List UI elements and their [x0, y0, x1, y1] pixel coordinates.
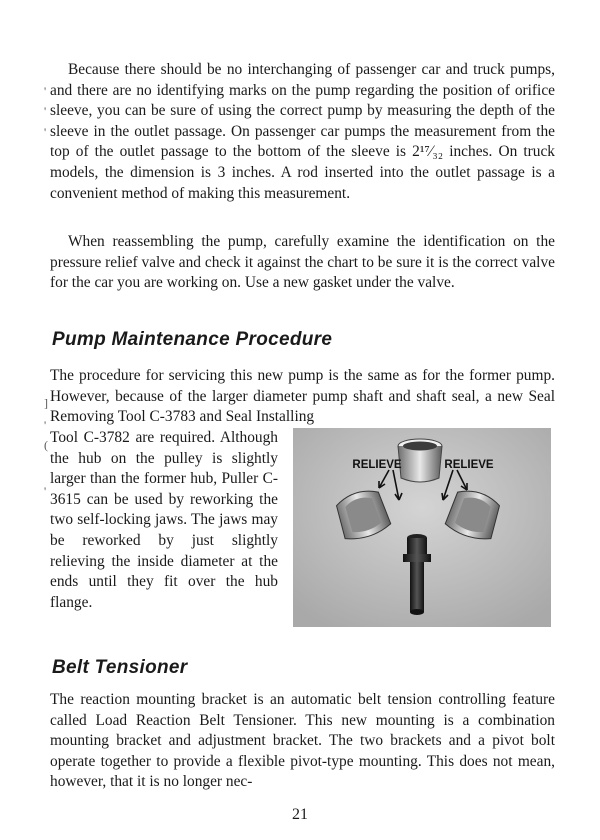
paragraph-pump-identification: Because there should be no interchanging of passenger car and truck pumps, and there are no identifying marks on the pump regarding the position of orifice sleeve, you can be sure of using the correct pump by measuring the depth of the sleeve in the outlet passage. On passenger car pumps the measurement from the top of the outlet passage to the bottom of the sleeve is 2¹⁷⁄₃₂ inches. On truck models, the dimension is 3 inches. A rod inserted into the outlet passage is a convenient method of making this measurement.	[50, 61, 555, 202]
page-number: 21	[292, 806, 308, 823]
paragraph-maintenance-intro: The procedure for servicing this new pump is the same as for the former pump. However, because of the larger diameter pump shaft and shaft seal, a new Seal Removing Tool C-3783 and Seal Installing	[50, 367, 555, 426]
relieve-label-right: RELIEVE	[444, 459, 494, 471]
margin-mark: ]	[44, 396, 48, 410]
margin-mark: '	[44, 484, 47, 498]
margin-mark: '	[44, 418, 47, 432]
margin-mark: '	[44, 84, 47, 98]
relieve-label-left: RELIEVE	[352, 459, 402, 471]
paragraph-puller-rework: Tool C-3782 are required. Although the hub on the pulley is slightly larger than the former hub, Puller C-3615 can be used by reworking the two self-locking jaws. The jaws may be reworked by just slightly relieving the inside diameter at the ends until they fit over the hub flange.	[50, 429, 278, 611]
margin-mark: (	[44, 438, 48, 452]
seal-tools-illustration	[293, 428, 551, 627]
margin-mark: '	[44, 125, 47, 139]
heading-belt-tensioner: Belt Tensioner	[52, 657, 188, 678]
heading-pump-maintenance: Pump Maintenance Procedure	[52, 329, 333, 350]
paragraph-belt-tensioner: The reaction mounting bracket is an automatic belt tension controlling feature called Load Reaction Belt Tensioner. This new mounting is a combination mounting bracket and adjustment bracket. The two brackets and a pivot bolt operate together to provide a flexible pivot-type mounting. This does not mean, however, that it is no longer nec-	[50, 691, 555, 791]
seal-tools-photo	[293, 428, 551, 627]
paragraph-reassembly: When reassembling the pump, carefully examine the identification on the pressure relief valve and check it against the chart to be sure it is the correct valve for the car you are working on. Use a new gasket under the valve.	[50, 233, 555, 292]
margin-mark: '	[44, 104, 47, 118]
